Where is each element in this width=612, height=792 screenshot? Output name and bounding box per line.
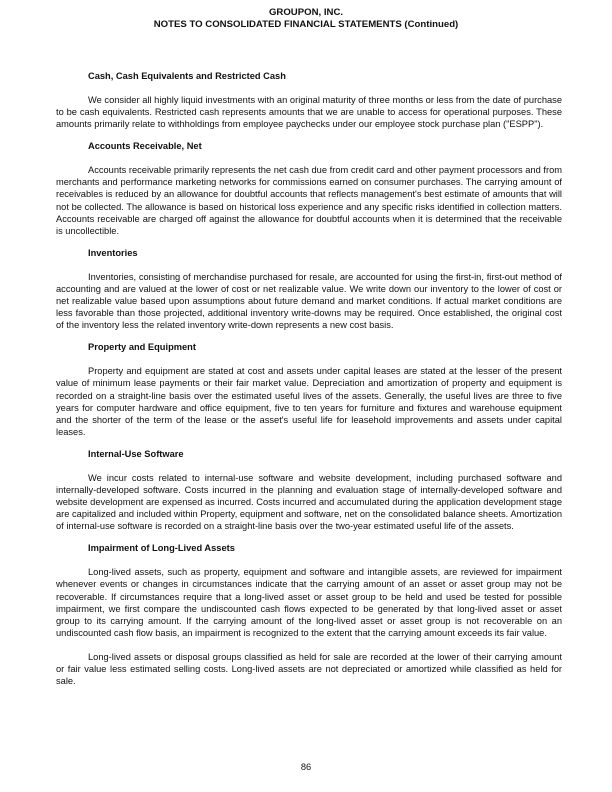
page-content: [56, 70, 562, 687]
section-paragraph: We incur costs related to internal-use software and website development, including purchased software and internally-developed software. Costs incurred in the planning and evaluation stage of internally-developed software and website development are expensed as incurred. Costs incurred and accumulated during the application development stage are capitalized and included within Property, equipment and software, net on the consolidated balance sheets. Amortization of internal-use software is recorded on a straight-line basis over the two-year estimated useful life of the assets.: [56, 472, 562, 532]
section-paragraph: Long-lived assets or disposal groups classified as held for sale are recorded at the lower of their carrying amount or fair value less estimated selling costs. Long-lived assets are not depreciated or amortized while classified as held for sale.: [56, 651, 562, 687]
section-paragraph: Property and equipment are stated at cost and assets under capital leases are stated at the lesser of the present value of minimum lease payments or their fair market value. Depreciation and amortization of property and equipment is recorded on a straight-line basis over the estimated useful lives of the assets. Generally, the useful lives are three to five years for computer hardware and office equipment, five to ten years for furniture and fixtures and warehouse equipment and the shorter of the term of the lease or the asset's useful life for leasehold improvements and assets under capital leases.: [56, 366, 562, 437]
section-heading: Impairment of Long-Lived Assets: [88, 543, 235, 554]
section-heading: Accounts Receivable, Net: [88, 141, 202, 152]
section-paragraph: Long-lived assets, such as property, equipment and software and intangible assets, are reviewed for impairment whenever events or changes in circumstances indicate that the carrying amount of an asset or asset group may not be recoverable. If circumstances require that a long-lived asset or asset group to be held and used be tested for possible impairment, we first compare the undiscounted cash flows expected to be generated by that long-lived asset or asset group to its carrying amount. If the carrying amount of the long-lived asset or asset group is not recoverable on an undiscounted cash flow basis, an impairment is recognized to the extent that the carrying amount exceeds its fair value.: [56, 567, 562, 638]
section-heading: Property and Equipment: [88, 342, 196, 353]
company-name: GROUPON, INC.: [268, 7, 344, 18]
section-heading: Internal-Use Software: [88, 448, 184, 459]
section-heading: Inventories: [88, 247, 138, 258]
section-paragraph: We consider all highly liquid investments with an original maturity of three months or less from the date of purchase to be cash equivalents. Restricted cash represents amounts that we are unable to access for operational purposes. These amounts primarily relate to withholdings from employee paychecks under our employee stock purchase plan ("ESPP").: [56, 95, 562, 130]
document-subtitle: NOTES TO CONSOLIDATED FINANCIAL STATEMENTS (Continued): [153, 18, 459, 30]
section-paragraph: Inventories, consisting of merchandise purchased for resale, are accounted for using the first-in, first-out method of accounting and are valued at the lower of cost or net realizable value. We write down our inventory to the lower of cost or net realizable value based upon assumptions about future demand and market conditions. If actual market conditions are less favorable than those projected, additional inventory write-downs may be required. Once established, the original cost of the inventory less the related inventory write-down represents a new cost basis.: [56, 271, 562, 331]
page-header: [0, 7, 612, 30]
section-heading: Cash, Cash Equivalents and Restricted Cash: [88, 71, 286, 81]
page-number: 86: [300, 762, 312, 772]
section-paragraph: Accounts receivable primarily represents the net cash due from credit card and other payment processors and from merchants and performance marketing networks for commissions earned on consumer purchases. The carrying amount of receivables is reduced by an allowance for doubtful accounts that reflects management's best estimate of amounts that will not be collected. The allowance is based on historical loss experience and any specific risks identified in collection matters. Accounts receivable are charged off against the allowance for doubtful accounts when it is determined that the receivable is uncollectible.: [56, 165, 562, 236]
